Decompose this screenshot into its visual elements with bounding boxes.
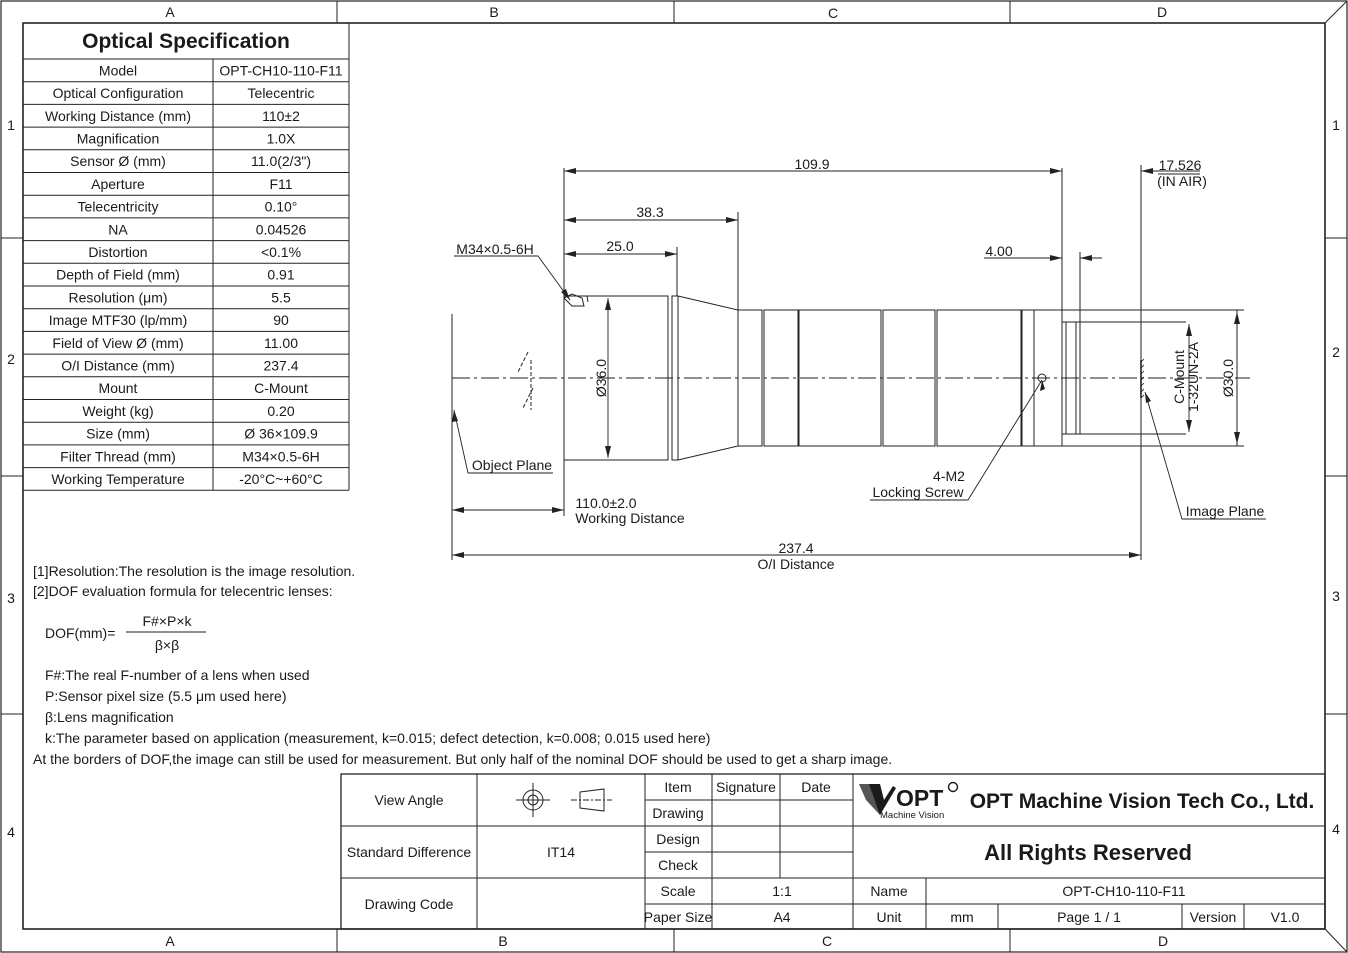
spec-row-value: 110±2	[262, 107, 300, 124]
spec-row-value: 0.20	[267, 402, 295, 419]
zone-row-right-2: 2	[1332, 344, 1340, 360]
design-row-label: Design	[656, 831, 700, 847]
spec-row-label: Mount	[98, 380, 138, 397]
spec-row-label: Depth of Field (mm)	[56, 266, 180, 283]
spec-row-label: NA	[108, 221, 128, 238]
dim-25-0: 25.0	[606, 238, 634, 254]
zone-col-top-d: D	[1156, 4, 1168, 20]
spec-row-value: 11.00	[264, 334, 298, 351]
check-row-label: Check	[658, 857, 698, 873]
spec-row-label: Filter Thread (mm)	[60, 448, 176, 465]
object-plane-label: Object Plane	[471, 457, 553, 473]
spec-row-label: Magnification	[76, 130, 160, 147]
unit-label: Unit	[876, 909, 902, 925]
spec-row-value: 0.04526	[255, 221, 307, 238]
rights-text: All Rights Reserved	[984, 840, 1192, 865]
cmount-thread-label: 1-32UN-2A	[1185, 341, 1201, 413]
opt-logo-subtext: Machine Vision	[880, 810, 945, 821]
dimension-lines	[452, 171, 1237, 555]
note-resolution: [1]Resolution:The resolution is the image resolution.	[33, 563, 356, 579]
dia-30: Ø30.0	[1220, 358, 1236, 398]
wd-label: Working Distance	[575, 510, 685, 526]
note-beta: β:Lens magnification	[45, 709, 174, 725]
spec-row-label: O/I Distance (mm)	[61, 357, 175, 374]
spec-row-value: <0.1%	[260, 243, 302, 260]
spec-row-label: Optical Configuration	[52, 85, 184, 102]
scale-label: Scale	[660, 883, 696, 899]
spec-row-label: Distortion	[88, 243, 148, 260]
spec-row-value: 0.10°	[264, 198, 298, 215]
screw-spec-label: 4-M2	[933, 468, 965, 484]
dof-denominator: β×β	[154, 637, 180, 653]
dim-4-00: 4.00	[985, 243, 1013, 259]
spec-row-value: 0.91	[267, 266, 295, 283]
dim-17-526: 17.526	[1158, 157, 1202, 173]
zone-row-left-2: 2	[7, 351, 15, 367]
spec-row-label: Resolution (μm)	[68, 289, 168, 306]
spec-row-label: Image MTF30 (lp/mm)	[48, 312, 188, 329]
name-value: OPT-CH10-110-F11	[1062, 883, 1186, 899]
spec-row-value: Ø 36×109.9	[244, 425, 318, 442]
spec-row-value: Telecentric	[247, 85, 315, 102]
item-header: Item	[664, 779, 692, 795]
view-angle-symbol	[516, 783, 612, 817]
spec-table	[23, 23, 349, 490]
spec-row-label: Sensor Ø (mm)	[70, 153, 166, 170]
note-dof-title: [2]DOF evaluation formula for telecentric lenses:	[33, 583, 333, 599]
std-diff-label: Standard Difference	[346, 844, 472, 860]
dof-lhs: DOF(mm)=	[45, 625, 116, 641]
zone-row-left-3: 3	[7, 590, 15, 606]
signature-header: Signature	[716, 779, 776, 795]
oi-value: 237.4	[778, 540, 814, 556]
spec-row-label: Telecentricity	[77, 198, 159, 215]
name-label: Name	[870, 883, 908, 899]
spec-row-label: Model	[98, 62, 138, 79]
view-angle-label: View Angle	[374, 792, 444, 808]
version-value: V1.0	[1270, 909, 1300, 925]
zone-col-bottom-a: A	[165, 933, 175, 949]
note-pixel: P:Sensor pixel size (5.5 μm used here)	[45, 688, 287, 704]
spec-row-label: Size (mm)	[86, 425, 150, 442]
spec-row-value: 90	[273, 312, 289, 329]
spec-row-value: -20°C~+60°C	[239, 470, 323, 487]
paper-size-value: A4	[773, 909, 791, 925]
object-plane-mark	[518, 352, 533, 410]
cmount-label: C-Mount	[1171, 350, 1187, 404]
zone-row-left-4: 4	[7, 824, 15, 840]
spec-title: Optical Specification	[82, 30, 290, 53]
drawing-row-label: Drawing	[652, 805, 704, 821]
spec-row-label: Weight (kg)	[82, 402, 154, 419]
dim-38-3: 38.3	[636, 204, 664, 220]
spec-row-value: 237.4	[263, 357, 299, 374]
spec-row-label: Working Temperature	[51, 470, 185, 487]
drawing-code-label: Drawing Code	[364, 896, 454, 912]
drawing-labels	[456, 156, 1264, 572]
page-number: Page 1 / 1	[1057, 909, 1121, 925]
unit-value: mm	[950, 909, 974, 925]
zone-row-right-1: 1	[1332, 117, 1340, 133]
zone-col-top-a: A	[165, 4, 175, 20]
paper-size-label: Paper Size	[643, 909, 713, 925]
screw-name-label: Locking Screw	[872, 484, 964, 500]
dim-109-9: 109.9	[794, 156, 830, 172]
spec-row-label: Aperture	[91, 175, 145, 192]
spec-row-value: M34×0.5-6H	[242, 448, 320, 465]
dof-numerator: F#×P×k	[142, 613, 192, 629]
note-border: At the borders of DOF,the image can still be used for measurement. But only half of the nominal DOF should be used to get a sharp image.	[33, 751, 893, 767]
spec-row-value: 1.0X	[266, 130, 296, 147]
oi-label: O/I Distance	[757, 556, 835, 572]
spec-row-value: 11.0(2/3")	[251, 153, 311, 170]
zone-row-right-3: 3	[1332, 588, 1340, 604]
zone-row-left-1: 1	[7, 117, 15, 133]
thread-label: M34×0.5-6H	[456, 241, 534, 257]
zone-row-right-4: 4	[1332, 821, 1340, 837]
spec-row-value: C-Mount	[254, 380, 308, 397]
zone-col-top-b: B	[489, 4, 499, 20]
opt-logo	[859, 783, 958, 822]
std-diff-value: IT14	[546, 844, 576, 860]
version-label: Version	[1189, 909, 1237, 925]
spec-row-label: Field of View Ø (mm)	[52, 334, 184, 351]
spec-row-label: Working Distance (mm)	[45, 107, 191, 124]
zone-col-bottom-c: C	[821, 933, 833, 949]
zone-col-bottom-d: D	[1157, 933, 1169, 949]
spec-row-value: OPT-CH10-110-F11	[219, 62, 343, 79]
dimension-arrows	[452, 168, 1240, 558]
date-header: Date	[801, 779, 831, 795]
dim-in-air: (IN AIR)	[1157, 173, 1207, 189]
notes	[33, 563, 892, 767]
dia-36: Ø36.0	[593, 358, 609, 398]
lens-drawing	[452, 165, 1266, 560]
registered-icon	[949, 783, 958, 792]
spec-row-value: F11	[269, 175, 293, 192]
zone-col-top-c: C	[827, 5, 839, 21]
scale-value: 1:1	[772, 883, 792, 899]
wd-value: 110.0±2.0	[575, 495, 637, 511]
opt-logo-text: OPT	[896, 785, 944, 811]
note-k: k:The parameter based on application (measurement, k=0.015; defect detection, k=0.008; 0.015 used here)	[45, 730, 711, 746]
spec-row-value: 5.5	[271, 289, 291, 306]
zone-col-bottom-b: B	[498, 933, 508, 949]
company-name: OPT Machine Vision Tech Co., Ltd.	[969, 790, 1315, 813]
image-plane-label: Image Plane	[1185, 503, 1265, 519]
leader-lines	[454, 174, 1266, 519]
note-fnumber: F#:The real F-number of a lens when used	[45, 667, 310, 683]
